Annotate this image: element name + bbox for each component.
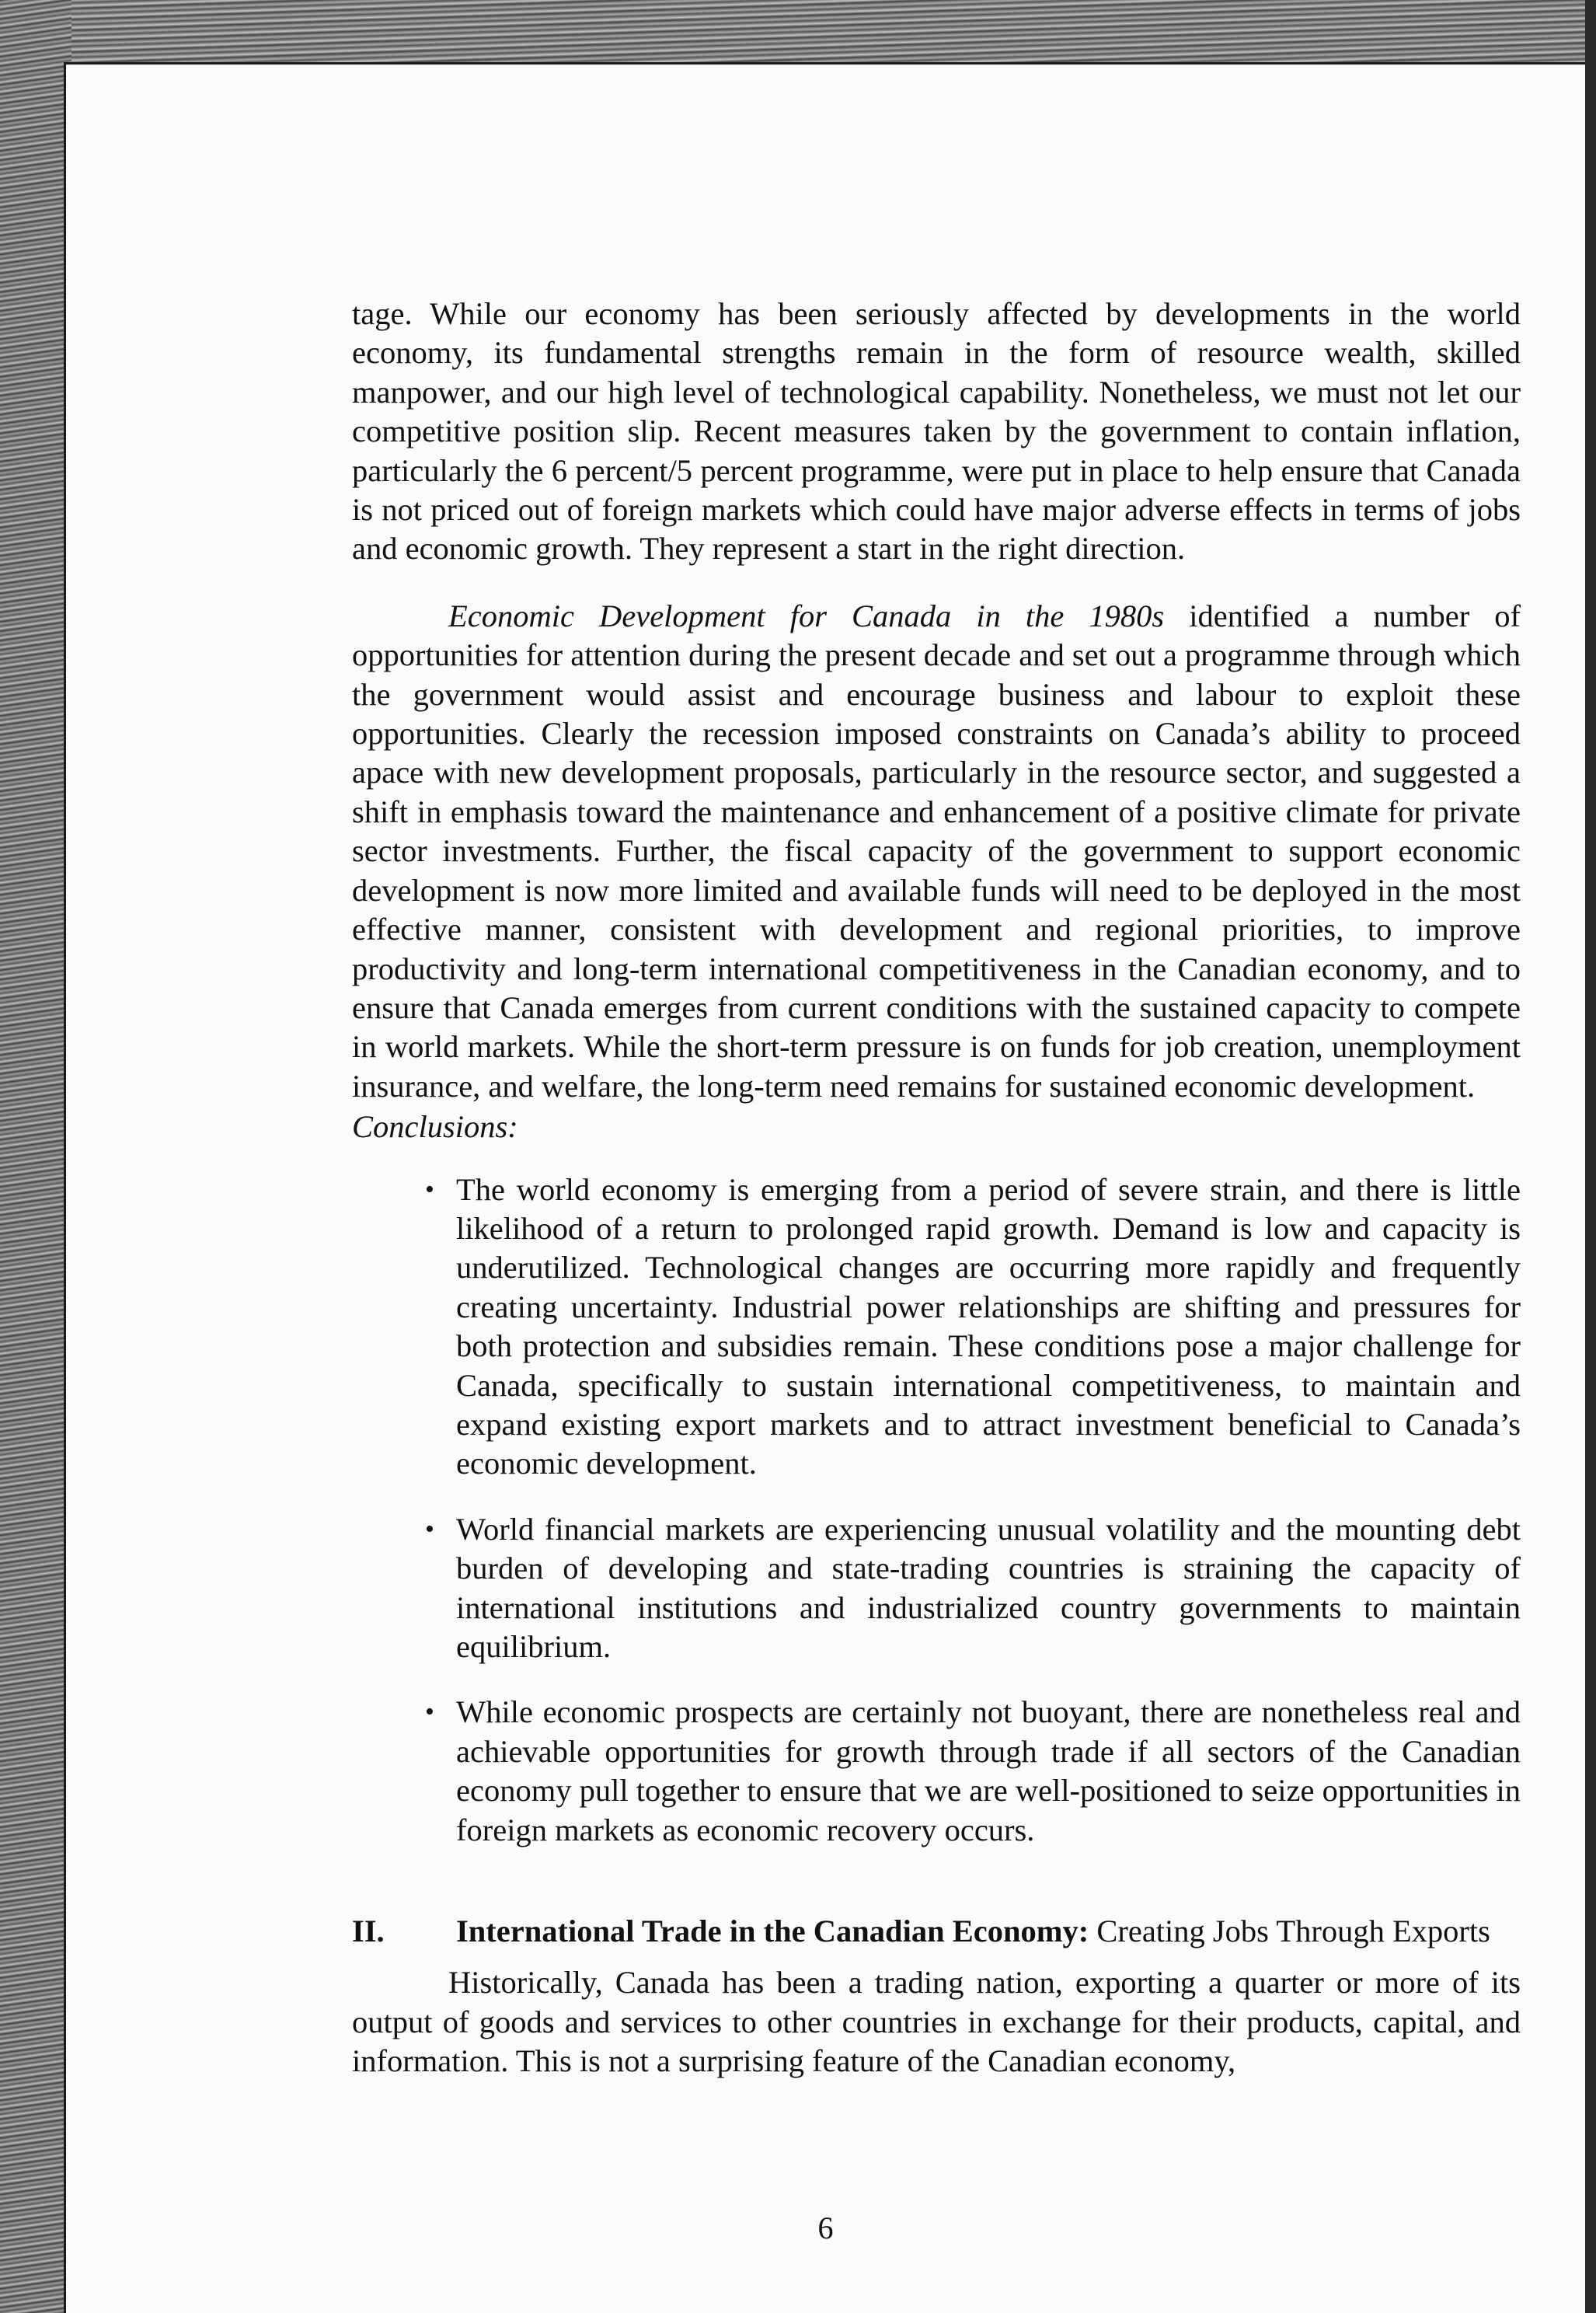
bullet-icon: • — [425, 1697, 434, 1727]
section-title: International Trade in the Canadian Economy: — [456, 1914, 1089, 1949]
section-number: II. — [352, 1914, 385, 1949]
scan-right-edge — [1585, 0, 1596, 2313]
list-item-text: The world economy is emerging from a period of severe strain, and there is little likelihood of a return to prolonged rapid growth. Demand is low and capacity is underutilized. Technological changes are occurring more rapidly and frequently creating uncertainty. Industrial power relationships are shifting and pressures for both protection and subsidies remain. These conditions pose a major challenge for Canada, specifically to sustain international competitiveness, to maintain and expand existing export markets and to attract investment beneficial to Canada’s economic development. — [456, 1171, 1521, 1481]
scan-top-edge — [0, 0, 1596, 62]
section-heading — [352, 1912, 1521, 1951]
list-item-text: World financial markets are experiencing unusual volatility and the mounting debt burden of developing and state-trading countries is straining the capacity of international institutions and industrialized country governments to maintain equilibrium. — [456, 1511, 1521, 1664]
paragraph-economic-development — [352, 597, 1521, 1106]
list-item — [425, 1170, 1521, 1484]
document-page — [64, 62, 1585, 2313]
section-subtitle: Creating Jobs Through Exports — [1089, 1914, 1490, 1949]
conclusions-list — [352, 1170, 1521, 1851]
conclusions-label: Conclusions: — [352, 1109, 518, 1145]
paragraph-continuation: tage. While our economy has been seriously affected by developments in the world economy, its fundamental strengths remain in the form of resource wealth, skilled manpower, and our high level of technological capability. Nonetheless, we must not let our competitive position slip. Recent measures taken by the government to contain inflation, particularly the 6 percent/5 percent programme, were put in place to help ensure that Canada is not priced out of foreign markets which could have major adverse effects in terms of jobs and economic growth. They represent a start in the right direction. — [352, 296, 1521, 567]
scan-binding-edge — [0, 0, 71, 2313]
paragraph-historically: Historically, Canada has been a trading nation, exporting a quarter or more of its output of goods and services to other countries in exchange for their products, capital, and information. This is not a surprising feature of the Canadian economy, — [352, 1965, 1521, 2079]
body-text — [352, 295, 1521, 2081]
list-item — [425, 1693, 1521, 1850]
paragraph-body: identified a number of opportunities for attention during the present decade and set out a programme through which the government would assist and encourage business and labour to exploit these opportunities. Clearly the recession imposed constraints on Canada’s ability to proceed apace with new development proposals, particularly in the resource sector, and suggested a shift in emphasis toward the maintenance and enhancement of a positive climate for private sector investments. Further, the fiscal capacity of the government to support economic development is now more limited and available funds will need to be deployed in the most effective manner, consistent with development and regional priorities, to improve productivity and long-term international competitiveness in the Canadian economy, and to ensure that Canada emerges from current conditions with the sustained capacity to compete in world markets. While the short-term pressure is on funds for job creation, unemployment insurance, and welfare, the long-term need remains for sustained economic development. — [352, 598, 1521, 1104]
publication-title: Economic Development for Canada in the 1980s — [448, 598, 1165, 633]
page-number: 6 — [817, 2210, 834, 2245]
list-item — [425, 1510, 1521, 1667]
list-item-text: While economic prospects are certainly not buoyant, there are nonetheless real and achievable opportunities for growth through trade if all sectors of the Canadian economy pull together to ensure that we are well-positioned to seize opportunities in foreign markets as economic recovery occurs. — [456, 1694, 1521, 1847]
bullet-icon: • — [425, 1174, 434, 1204]
bullet-icon: • — [425, 1514, 434, 1544]
